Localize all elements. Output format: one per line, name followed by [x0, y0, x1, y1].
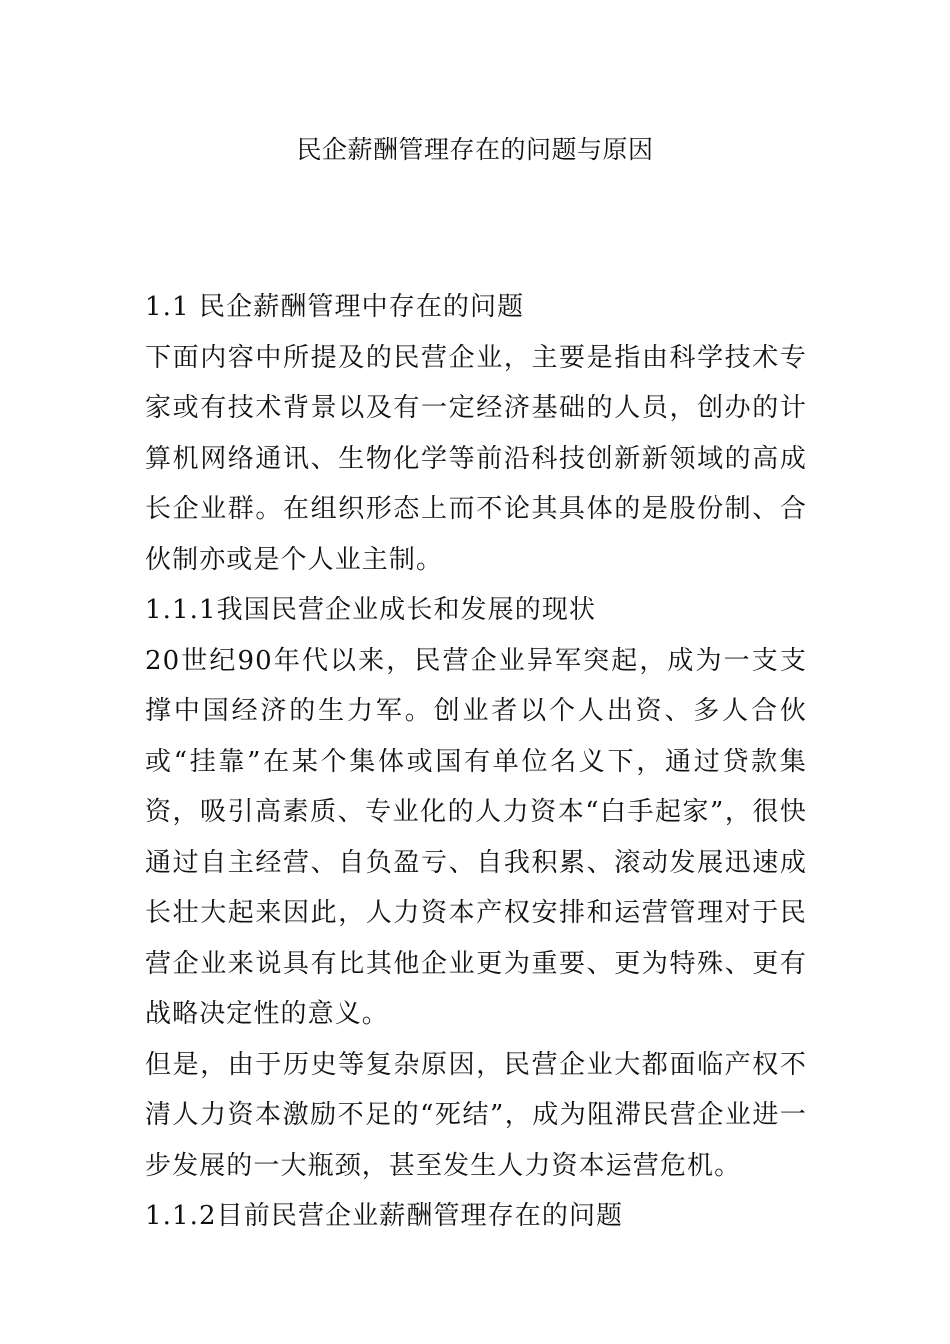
- document-title: 民企薪酬管理存在的问题与原因: [296, 135, 654, 164]
- paragraph-current-status: 20世纪90年代以来，民营企业异军突起，成为一支支撑中国经济的生力军。创业者以个人出资、多人合伙或“挂靠”在某个集体或国有单位名义下，通过贷款集资，吸引高素质、专业化的人力资本“白手起家”，很快通过自主经营、自负盈亏、自我积累、滚动发展迅速成长壮大起来因此，人力资本产权安排和运营管理对于民营企业来说具有比其他企业更为重要、更为特殊、更有战略决定性的意义。: [145, 645, 807, 1029]
- section-heading-1-1-1: 1.1.1我国民营企业成长和发展的现状: [145, 595, 597, 625]
- document-body: [145, 282, 807, 1242]
- paragraph-problems: 但是，由于历史等复杂原因，民营企业大都面临产权不清人力资本激励不足的“死结”，成为阻滞民营企业进一步发展的一大瓶颈，甚至发生人力资本运营危机。: [145, 1049, 807, 1181]
- section-heading-1-1-2: 1.1.2目前民营企业薪酬管理存在的问题: [145, 1201, 624, 1231]
- paragraph-definition: 下面内容中所提及的民营企业，主要是指由科学技术专家或有技术背景以及有一定经济基础的人员，创办的计算机网络通讯、生物化学等前沿科技创新新领域的高成长企业群。在组织形态上而不论其具体的是股份制、合伙制亦或是个人业主制。: [145, 342, 807, 575]
- section-heading-1-1: 1.1 民企薪酬管理中存在的问题: [145, 292, 525, 322]
